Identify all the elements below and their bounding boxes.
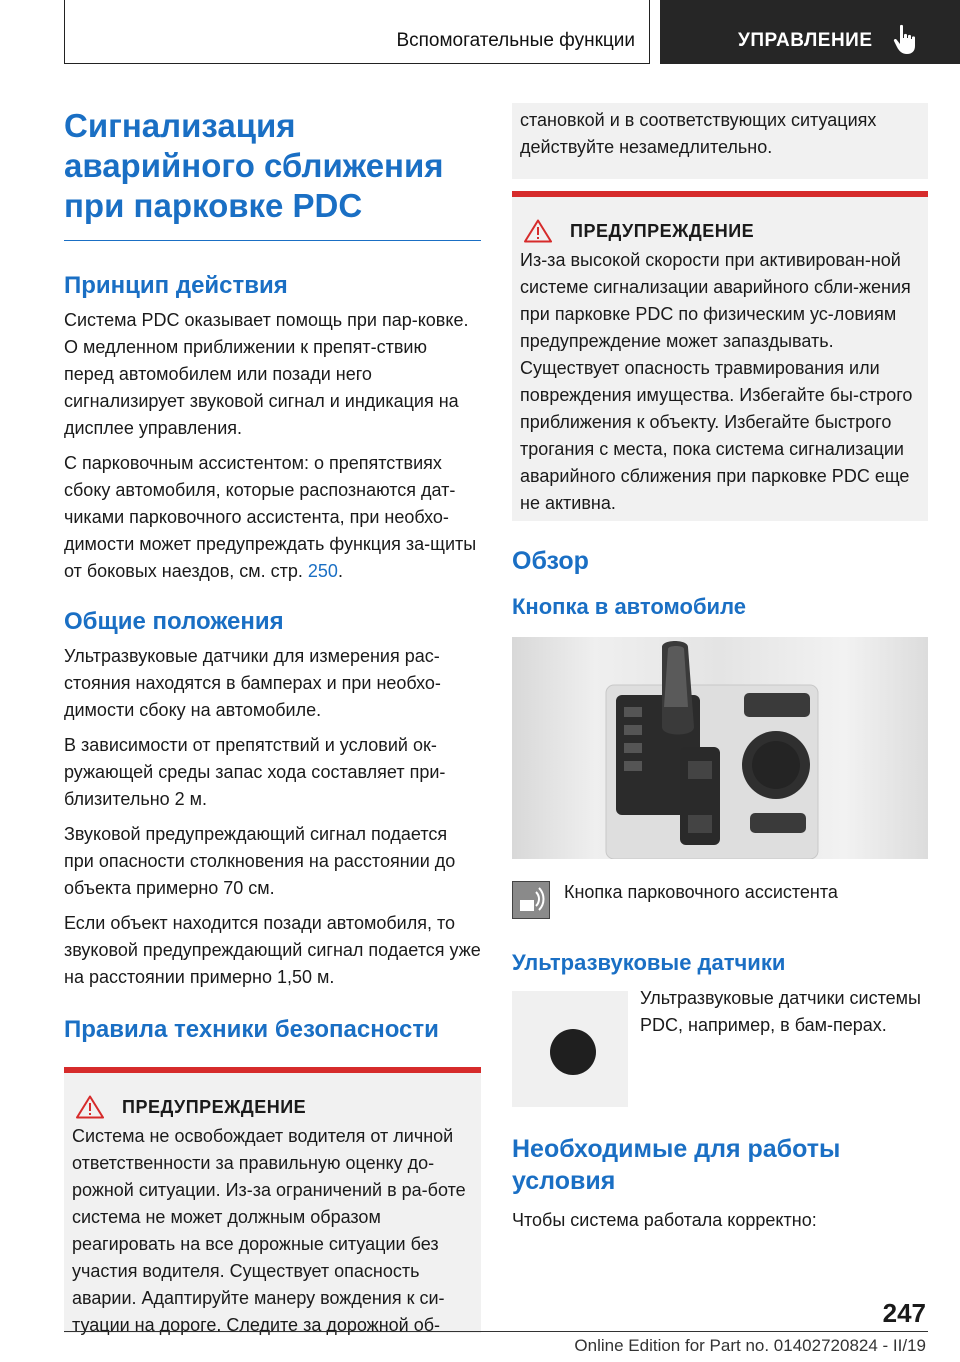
warning-triangle-icon: [524, 219, 552, 243]
warning-text: Система не освобождает водителя от личной ответственности за правильную оценку до-рожной ситуации. Из-за ограничений в ра-боте система не может должным образом реагировать на все дорожные ситуации без участия водителя. Существует опасность аварии. Адаптируйте манеру вождения к си-туации на дороге. Следите за дорожной об-: [72, 1126, 466, 1335]
footer-edition: Online Edition for Part no. 01402720824 - II/19: [574, 1336, 926, 1355]
warning-box-2: [512, 191, 928, 521]
parking-assistant-text-end: .: [337, 561, 343, 581]
parking-assistant-button-icon: [512, 881, 550, 919]
ultrasonic-sensor-icon: [550, 1029, 596, 1075]
page-title: Сигнализация аварийного сближения при парковке PDC: [64, 107, 444, 224]
warning-triangle-icon: [76, 1095, 104, 1119]
heading-sensors: Ультразвуковые датчики: [512, 950, 786, 975]
warning-title: ПРЕДУПРЕЖДЕНИЕ: [122, 1096, 307, 1117]
header-section-title: Вспомогательные функции: [396, 30, 635, 51]
right-column: [512, 100, 928, 1234]
title-divider: [64, 240, 481, 241]
general-text-2: В зависимости от препятствий и условий ок-ружающей среды запас хода составляет при-близительно 2 м.: [64, 735, 446, 809]
sensors-text: Ультразвуковые датчики системы PDC, например, в бам-перах.: [640, 988, 921, 1035]
parking-sensor-icon: [513, 882, 548, 917]
warning-header: [64, 1073, 481, 1119]
sensors-row: [512, 988, 928, 1107]
header-chapter-title: УПРАВЛЕНИЕ: [738, 30, 873, 51]
pointing-hand-icon: [892, 24, 922, 56]
warning-box: [64, 1067, 481, 1333]
page-reference-link[interactable]: 250: [307, 561, 338, 581]
heading-general: Общие положения: [64, 608, 284, 635]
heading-principle: Принцип действия: [64, 272, 288, 299]
left-column: [64, 100, 481, 1333]
sensor-image: [512, 991, 628, 1107]
warning-continuation-text: становкой и в соответствующих ситуациях действуйте незамедлительно.: [520, 110, 877, 157]
warning-text-2: Из-за высокой скорости при активирован-ной системе сигнализации аварийного сбли-жения при парковке PDC по физическим ус-ловиям предупреждение может запаздывать. Существует опасность травмирования или повреждения имущества. Избегайте бы-строго приближения к объекту. Избегайте быстрого трогания с места, пока система сигнализации аварийного сближения при парковке PDC еще не активна.: [520, 250, 913, 513]
button-caption-row: [512, 881, 928, 919]
heading-overview: Обзор: [512, 547, 589, 575]
heading-safety: Правила техники безопасности: [64, 1016, 439, 1043]
heading-conditions: Необходимые для работы условия: [512, 1135, 841, 1195]
parking-assistant-text-body: С парковочным ассистентом: о препятствиях сбоку автомобиля, которые распознаются дат-чиками парковочного ассистента, при необхо-димости может предупреждать функция за-щиты от боковых наездов, см. стр.: [64, 453, 477, 581]
general-text-3: Звуковой предупреждающий сигнал подается при опасности столкновения на расстоянии до объекта примерно 70 см.: [64, 824, 456, 898]
general-text-4: Если объект находится позади автомобиля, то звуковой предупреждающий сигнал подается уже на расстоянии примерно 1,50 м.: [64, 913, 481, 987]
warning-header-2: [512, 197, 928, 243]
button-caption: Кнопка парковочного ассистента: [564, 882, 838, 902]
general-text-1: Ультразвуковые датчики для измерения рас-стояния находятся в бамперах и при необхо-димости сбоку на автомобиле.: [64, 646, 441, 720]
center-console-photo: [512, 637, 928, 859]
center-console-illustration: [512, 637, 928, 859]
warning-continuation-box: [512, 103, 928, 179]
footer-divider: [64, 1331, 928, 1332]
page-number: 247: [882, 1298, 926, 1328]
principle-text: Система PDC оказывает помощь при пар-ковке. О медленном приближении к препят-ствию перед автомобилем или позади него сигнализирует звуковой сигнал и индикация на дисплее управления.: [64, 310, 469, 438]
parking-assistant-text: [64, 450, 481, 585]
header-section-box: [64, 0, 650, 64]
header-chapter-tab: [660, 0, 960, 64]
conditions-text: Чтобы система работала корректно:: [512, 1210, 817, 1230]
warning-title-2: ПРЕДУПРЕЖДЕНИЕ: [570, 220, 755, 241]
heading-button: Кнопка в автомобиле: [512, 594, 746, 619]
